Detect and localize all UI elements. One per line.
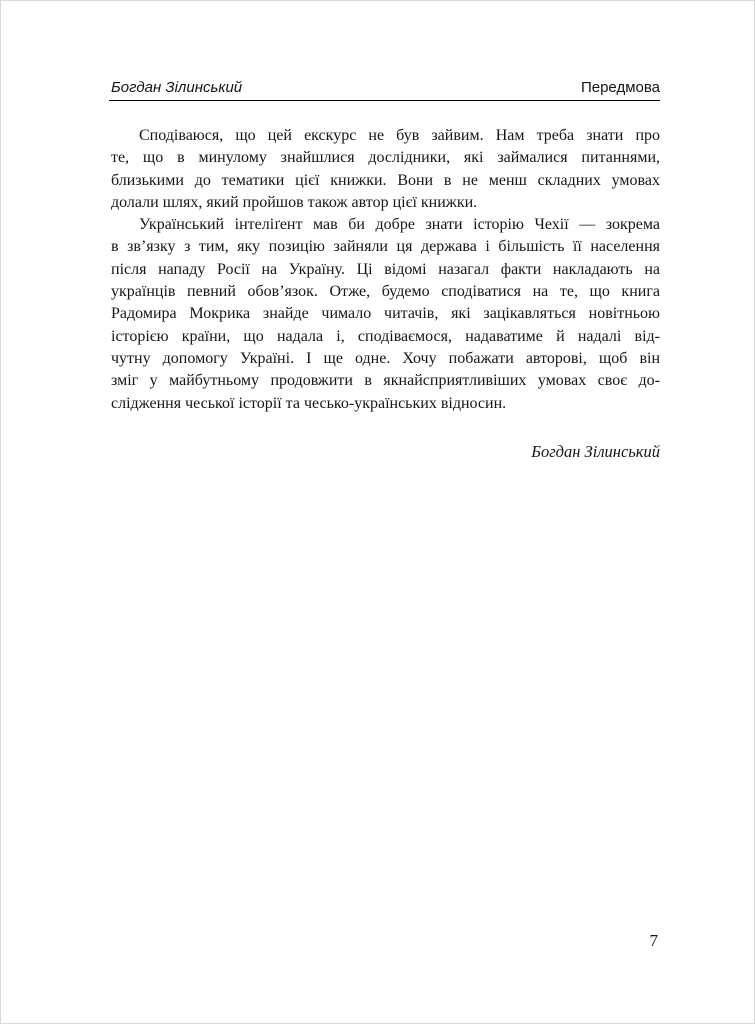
text-line: після нападу Росії на Україну. Ці відомі назагал факти накладають на: [111, 260, 660, 278]
text-line: зміг у майбутньому продовжити в якнайсприятливіших умовах своє до-: [111, 372, 660, 390]
text-line: в зв’язку з тим, яку позицію зайняли ця держава і більшість її населення: [111, 238, 660, 256]
paragraph-2: [111, 214, 660, 415]
text-line: українців певний обов’язок. Отже, будемо сподіватися на те, що книга: [111, 283, 660, 301]
running-header: [111, 79, 660, 96]
text-line: близькими до тематики цієї книжки. Вони в не менш складних умовах: [111, 171, 660, 189]
text-line: те, що в минулому знайшлися дослідники, які займалися питаннями,: [111, 149, 660, 167]
header-author: Богдан Зілинський: [111, 79, 243, 96]
text-line: чутну допомогу Україні. І ще одне. Хочу побажати авторові, щоб він: [111, 349, 660, 367]
header-chapter-title: Передмова: [580, 79, 660, 96]
author-signature: Богдан Зілинський: [531, 441, 660, 461]
text-line: Український інтеліґент мав би добре знати історію Чехії — зокрема: [139, 216, 660, 234]
paragraph-1: [111, 125, 660, 214]
page-number: 7: [649, 931, 658, 950]
text-line: слідження чеської історії та чесько-українських відносин.: [111, 394, 507, 412]
header-rule: [109, 100, 660, 101]
body-text: [111, 125, 660, 463]
text-line: історією країни, що надала і, сподіваємося, надаватиме й надалі від-: [111, 327, 660, 345]
text-line: Сподіваюся, що цей екскурс не був зайвим. Нам треба знати про: [139, 127, 660, 144]
text-line: долали шлях, який пройшов також автор цієї книжки.: [111, 193, 478, 211]
text-line: Радомира Мокрика знайде чимало читачів, які зацікавляться новітньою: [111, 305, 660, 323]
